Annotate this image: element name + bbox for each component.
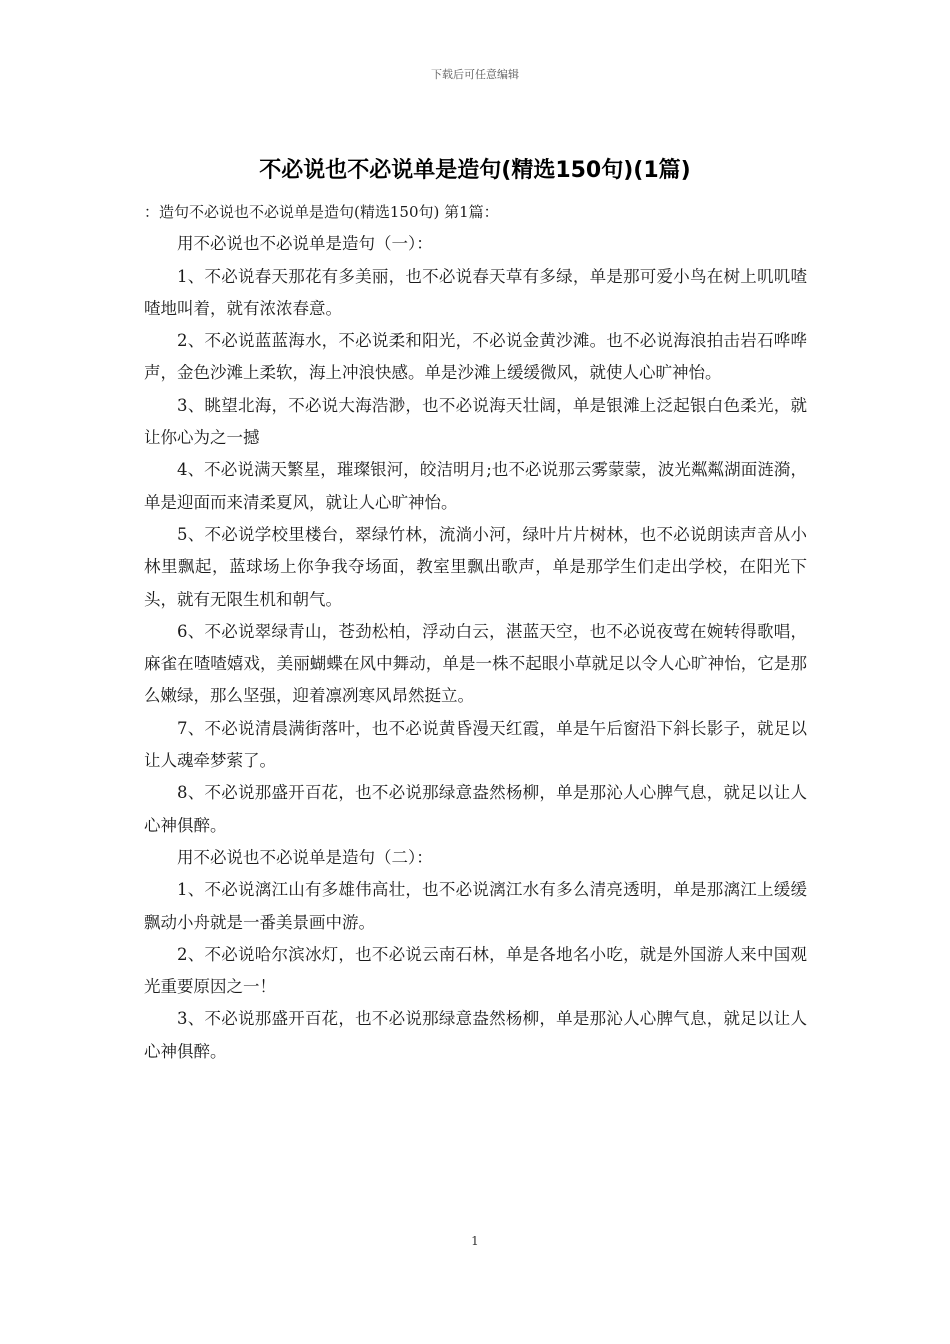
page-number: 1 <box>471 1234 479 1248</box>
paragraph: 2、不必说哈尔滨冰灯，也不必说云南石林，单是各地名小吃，就是外国游人来中国观光重要原因之一！ <box>144 944 807 997</box>
paragraph: 5、不必说学校里楼台，翠绿竹林，流淌小河，绿叶片片树林，也不必说朗读声音从小林里飘起，蓝球场上你争我夺场面，教室里飘出歌声，单是那学生们走出学校，在阳光下头，就有无限生机和朝气。 <box>144 524 807 609</box>
paragraph: 7、不必说清晨满街落叶，也不必说黄昏漫天红霞，单是午后窗沿下斜长影子，就足以让人魂牵梦萦了。 <box>144 718 807 771</box>
paragraph: 2、不必说蓝蓝海水，不必说柔和阳光，不必说金黄沙滩。也不必说海浪拍击岩石哗哗声，金色沙滩上柔软，海上冲浪快感。单是沙滩上缓缓微风，就使人心旷神怡。 <box>144 331 807 383</box>
paragraph: 1、不必说春天那花有多美丽，也不必说春天草有多绿，单是那可爱小鸟在树上叽叽喳喳地叫着，就有浓浓春意。 <box>144 266 807 318</box>
paragraph: 4、不必说满天繁星，璀璨银河，皎洁明月;也不必说那云雾蒙蒙，波光粼粼湖面涟漪，单是迎面而来清柔夏风，就让人心旷神怡。 <box>144 460 807 512</box>
paragraph: 1、不必说漓江山有多雄伟高壮，也不必说漓江水有多么清亮透明，单是那漓江上缓缓飘动小舟就是一番美景画中游。 <box>144 880 807 932</box>
document-intro: ：造句不必说也不必说单是造句(精选150句) 第1篇： <box>144 203 499 221</box>
paragraph: 3、眺望北海，不必说大海浩渺，也不必说海天壮阔，单是银滩上泛起银白色柔光，就让你心为之一撼 <box>144 395 807 448</box>
paragraph: 3、不必说那盛开百花，也不必说那绿意盎然杨柳，单是那沁人心脾气息，就足以让人心神俱醉。 <box>144 1009 807 1061</box>
document-body <box>144 196 807 1068</box>
paragraph: 8、不必说那盛开百花，也不必说那绿意盎然杨柳，单是那沁人心脾气息，就足以让人心神俱醉。 <box>144 783 807 835</box>
paragraph: 6、不必说翠绿青山，苍劲松柏，浮动白云，湛蓝天空，也不必说夜莺在婉转得歌唱，麻雀在喳喳嬉戏，美丽蝴蝶在风中舞动，单是一株不起眼小草就足以令人心旷神怡，它是那么嫩绿，那么坚强，迎着凛冽寒风昂然挺立。 <box>144 621 807 706</box>
section-heading-1: 用不必说也不必说单是造句（一）： <box>177 234 433 254</box>
section-heading-2: 用不必说也不必说单是造句（二）： <box>177 847 433 867</box>
page-header: 下载后可任意编辑 <box>431 68 519 81</box>
document-title: 不必说也不必说单是造句(精选150句)(1篇) <box>259 158 691 183</box>
